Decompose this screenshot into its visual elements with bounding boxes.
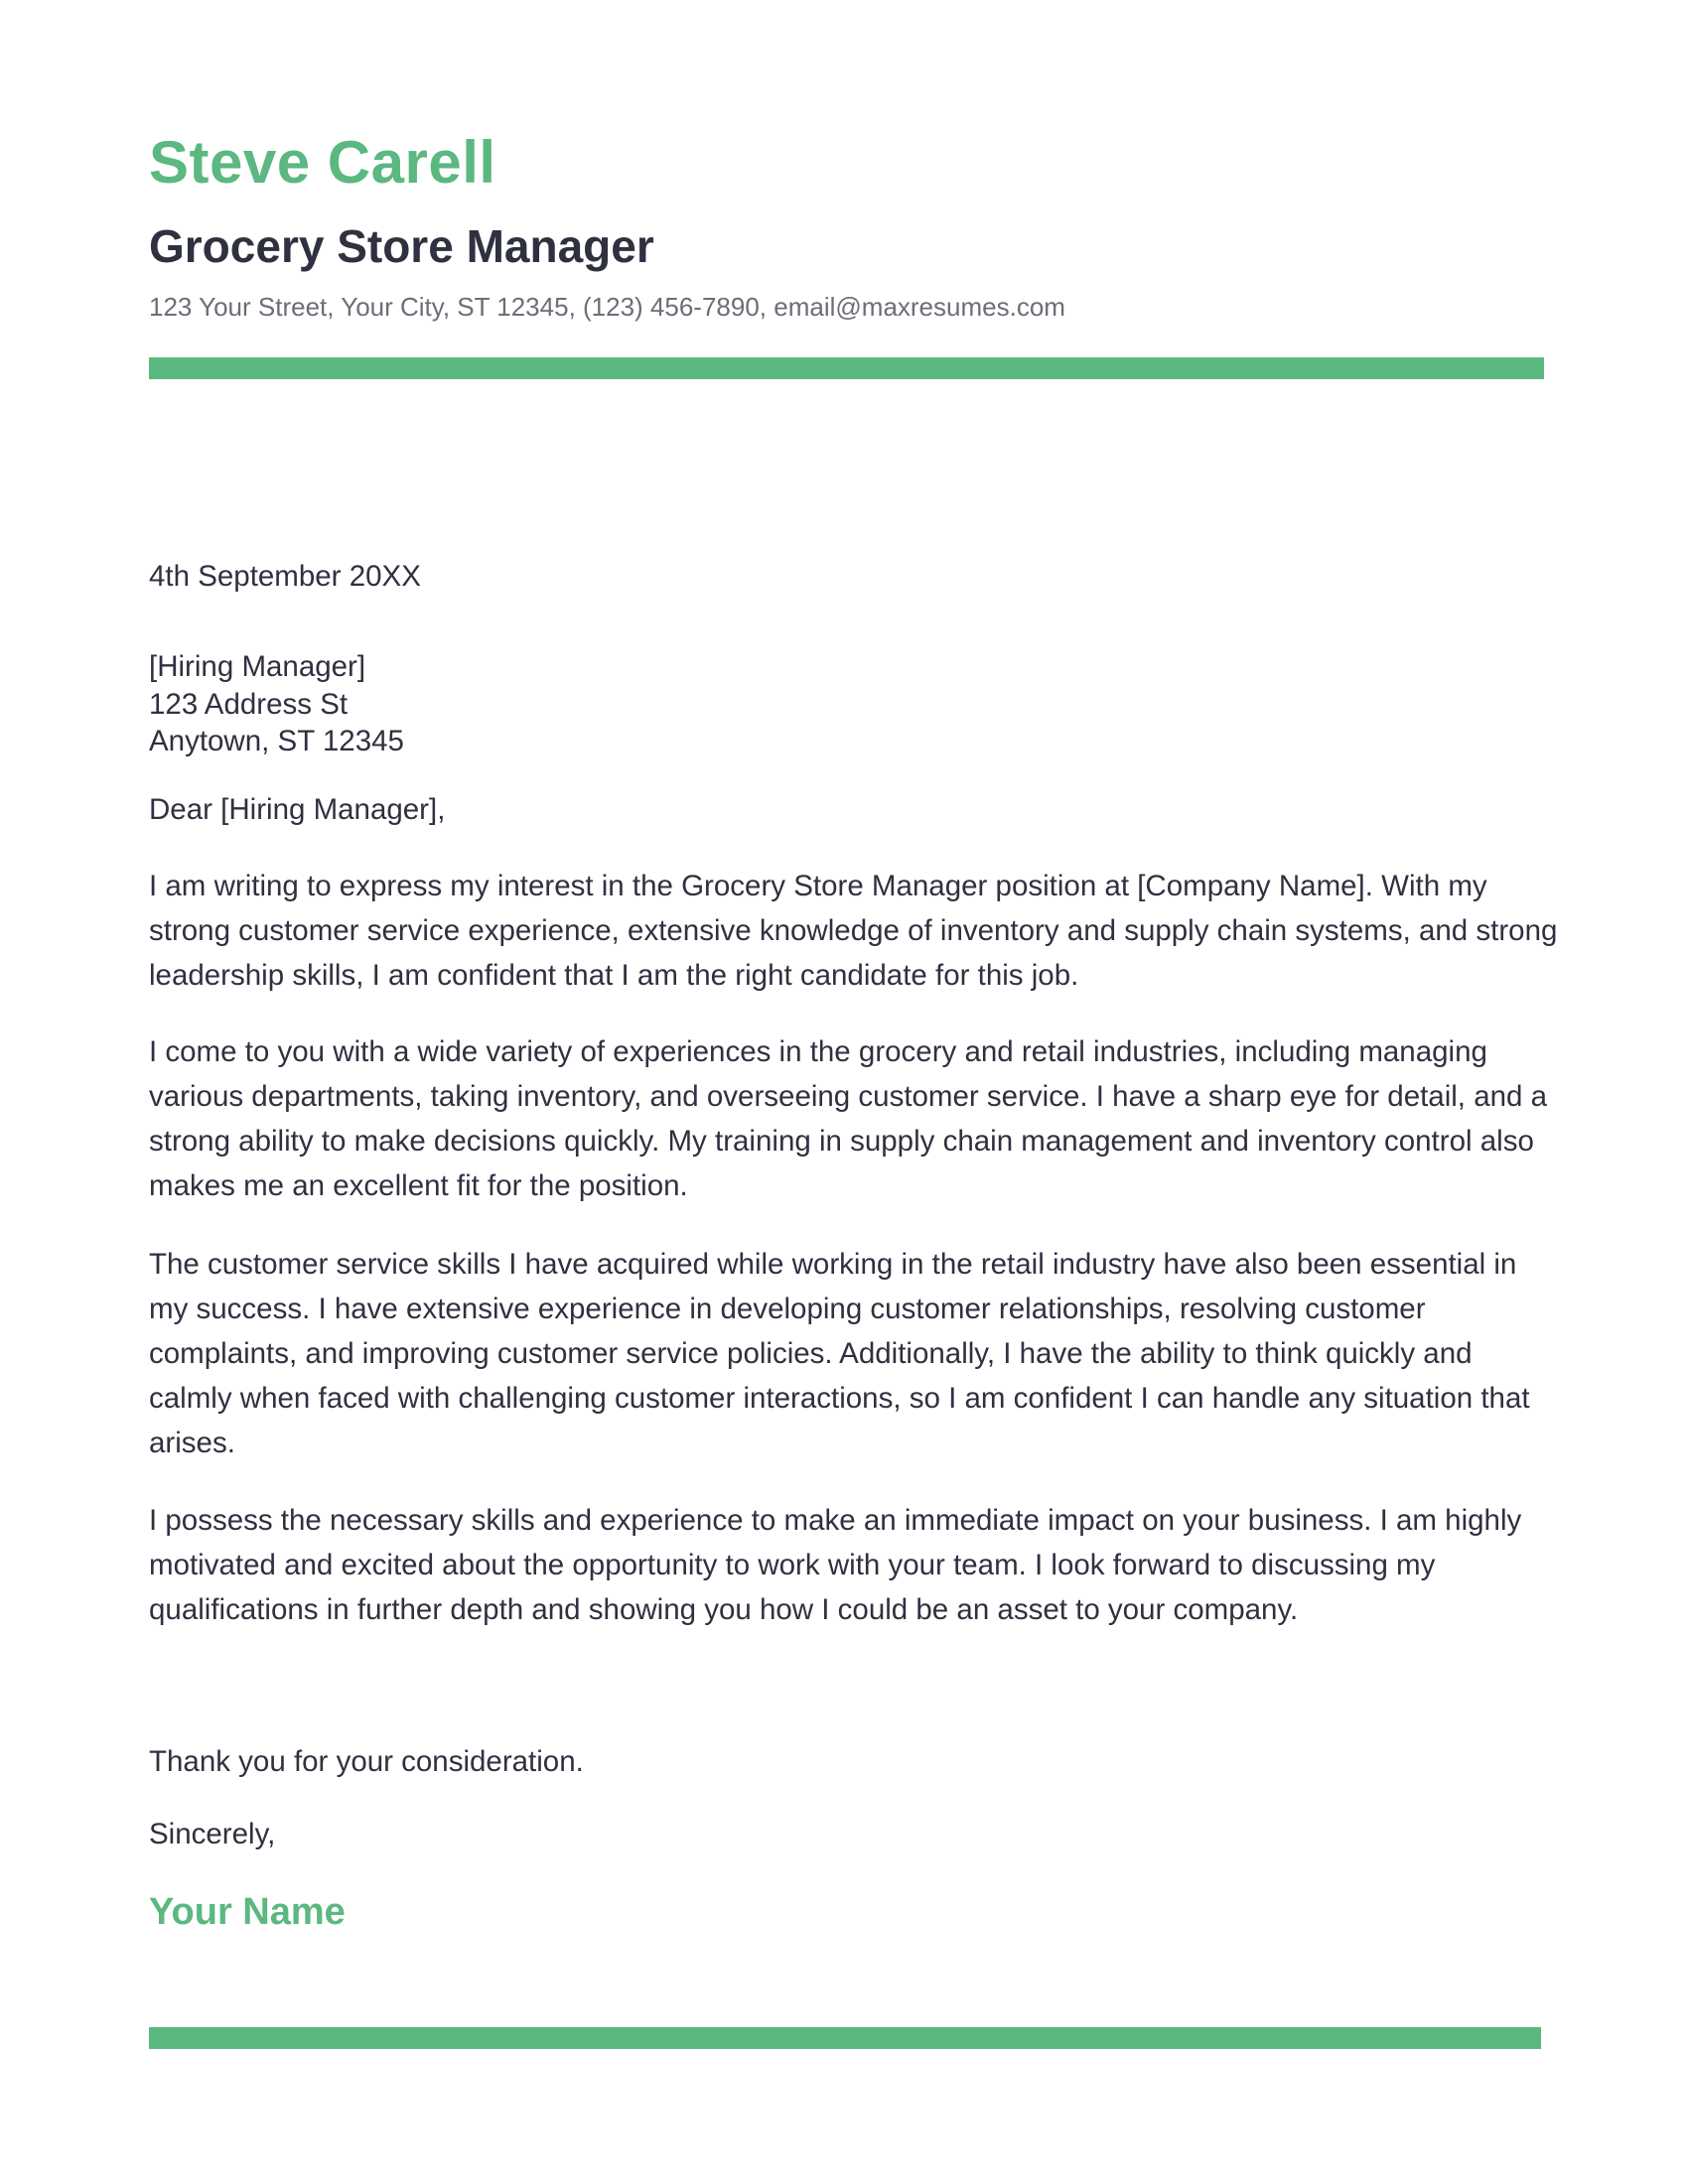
header-divider [149, 357, 1544, 379]
recipient-line: Anytown, ST 12345 [149, 725, 404, 757]
footer-divider [149, 2027, 1541, 2049]
signature-name: Your Name [149, 1891, 346, 1933]
job-title: Grocery Store Manager [149, 220, 654, 272]
applicant-name: Steve Carell [149, 129, 496, 196]
recipient-address [149, 648, 1559, 760]
body-paragraph-4: I possess the necessary skills and experience to make an immediate impact on your business. I am highly motivated and excited about the opportunity to work with your team. I look forward to discussing my qualifications in further depth and showing you how I could be an asset to your company. [149, 1504, 1522, 1626]
closing-line: Thank you for your consideration. [149, 1745, 584, 1778]
body-paragraph-3: The customer service skills I have acquired while working in the retail industry have also been essential in my success. I have extensive experience in developing customer relationships, resolving customer complaints, and improving customer service policies. Additionally, I have the ability to think quickly and calmly when faced with challenging customer interactions, so I am confident I can handle any situation that arises. [149, 1248, 1530, 1459]
body-paragraph-2: I come to you with a wide variety of experiences in the grocery and retail industries, including managing various departments, taking inventory, and overseeing customer service. I have a sharp eye for detail, and a strong ability to make decisions quickly. My training in supply chain management and inventory control also makes me an excellent fit for the position. [149, 1035, 1548, 1202]
contact-info: 123 Your Street, Your City, ST 12345, (123) 456-7890, email@maxresumes.com [149, 292, 1065, 322]
recipient-line: 123 Address St [149, 687, 349, 721]
signoff: Sincerely, [149, 1818, 276, 1850]
recipient-line: [Hiring Manager] [149, 650, 366, 683]
letter-date: 4th September 20XX [149, 560, 421, 593]
salutation: Dear [Hiring Manager], [149, 793, 446, 826]
body-paragraph-1: I am writing to express my interest in the Grocery Store Manager position at [Company Name]. With my strong customer service experience, extensive knowledge of inventory and supply chain systems, and strong leadership skills, I am confident that I am the right candidate for this job. [149, 870, 1558, 992]
